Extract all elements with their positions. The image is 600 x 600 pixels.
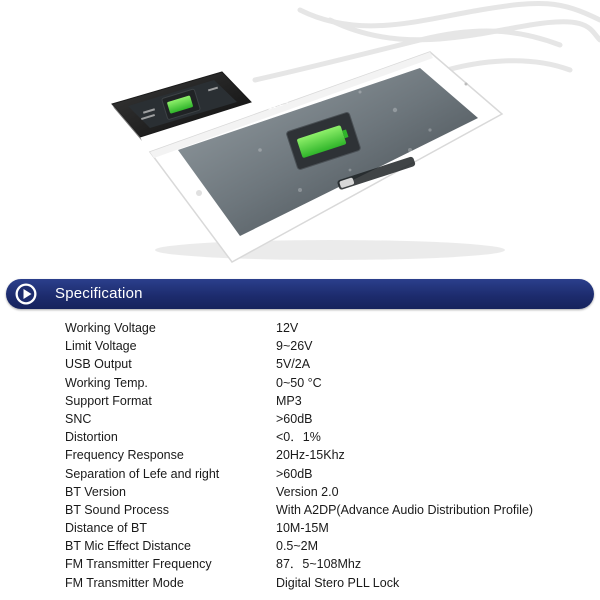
spec-label: SNC (65, 411, 92, 426)
spec-row (65, 410, 595, 428)
spec-label: USB Output (65, 357, 132, 372)
spec-value: 0.5~2M (276, 539, 319, 554)
play-circle-icon (14, 282, 38, 306)
spec-label: Frequency Response (65, 448, 184, 463)
spec-label: Support Format (65, 393, 152, 408)
specification-table (65, 319, 595, 592)
product-image (0, 0, 600, 275)
spec-label: Distortion (65, 430, 118, 445)
spec-row (65, 428, 595, 446)
spec-value: 87．5~108Mhz (276, 557, 362, 572)
spec-value: 5V/2A (276, 357, 311, 372)
spec-value: With A2DP(Advance Audio Distribution Profile) (276, 502, 534, 517)
spec-label: Working Voltage (65, 321, 156, 335)
tablet-home-button (196, 190, 202, 196)
spec-row (65, 319, 595, 337)
spec-label: Distance of BT (65, 521, 147, 536)
spec-label: FM Transmitter Mode (65, 575, 184, 590)
spec-label: Limit Voltage (65, 339, 137, 354)
spec-value: MP3 (276, 393, 302, 408)
spec-label: BT Version (65, 484, 126, 499)
spec-value: 9~26V (276, 339, 313, 354)
tablet-shadow (155, 240, 505, 260)
specification-title: Specification (55, 285, 143, 302)
spec-row (65, 337, 595, 355)
spec-row (65, 392, 595, 410)
tablet-time: 11:24 (265, 95, 290, 112)
spec-value: 20Hz-15Khz (276, 448, 345, 463)
spec-value: Digital Stero PLL Lock (276, 575, 400, 590)
spec-value: 10M-15M (276, 521, 329, 536)
spec-row (65, 574, 595, 592)
spec-label: Separation of Lefe and right (65, 466, 220, 481)
spec-row (65, 465, 595, 483)
spec-row (65, 555, 595, 573)
spec-row (65, 501, 595, 519)
spec-label: BT Mic Effect Distance (65, 539, 191, 554)
spec-row (65, 519, 595, 537)
spec-value: >60dB (276, 411, 313, 426)
specification-banner (6, 279, 594, 309)
spec-label: FM Transmitter Frequency (65, 557, 212, 572)
tablet-camera (465, 83, 468, 86)
spec-row (65, 483, 595, 501)
spec-row (65, 537, 595, 555)
spec-value: 12V (276, 321, 299, 335)
spec-label: Working Temp. (65, 375, 148, 390)
spec-row (65, 446, 595, 464)
spec-value: Version 2.0 (276, 484, 339, 499)
spec-label: BT Sound Process (65, 502, 169, 517)
spec-row (65, 355, 595, 373)
spec-value: 0~50 °C (276, 375, 322, 390)
spec-value: >60dB (276, 466, 313, 481)
spec-row (65, 374, 595, 392)
spec-value: <0．1% (276, 430, 321, 445)
